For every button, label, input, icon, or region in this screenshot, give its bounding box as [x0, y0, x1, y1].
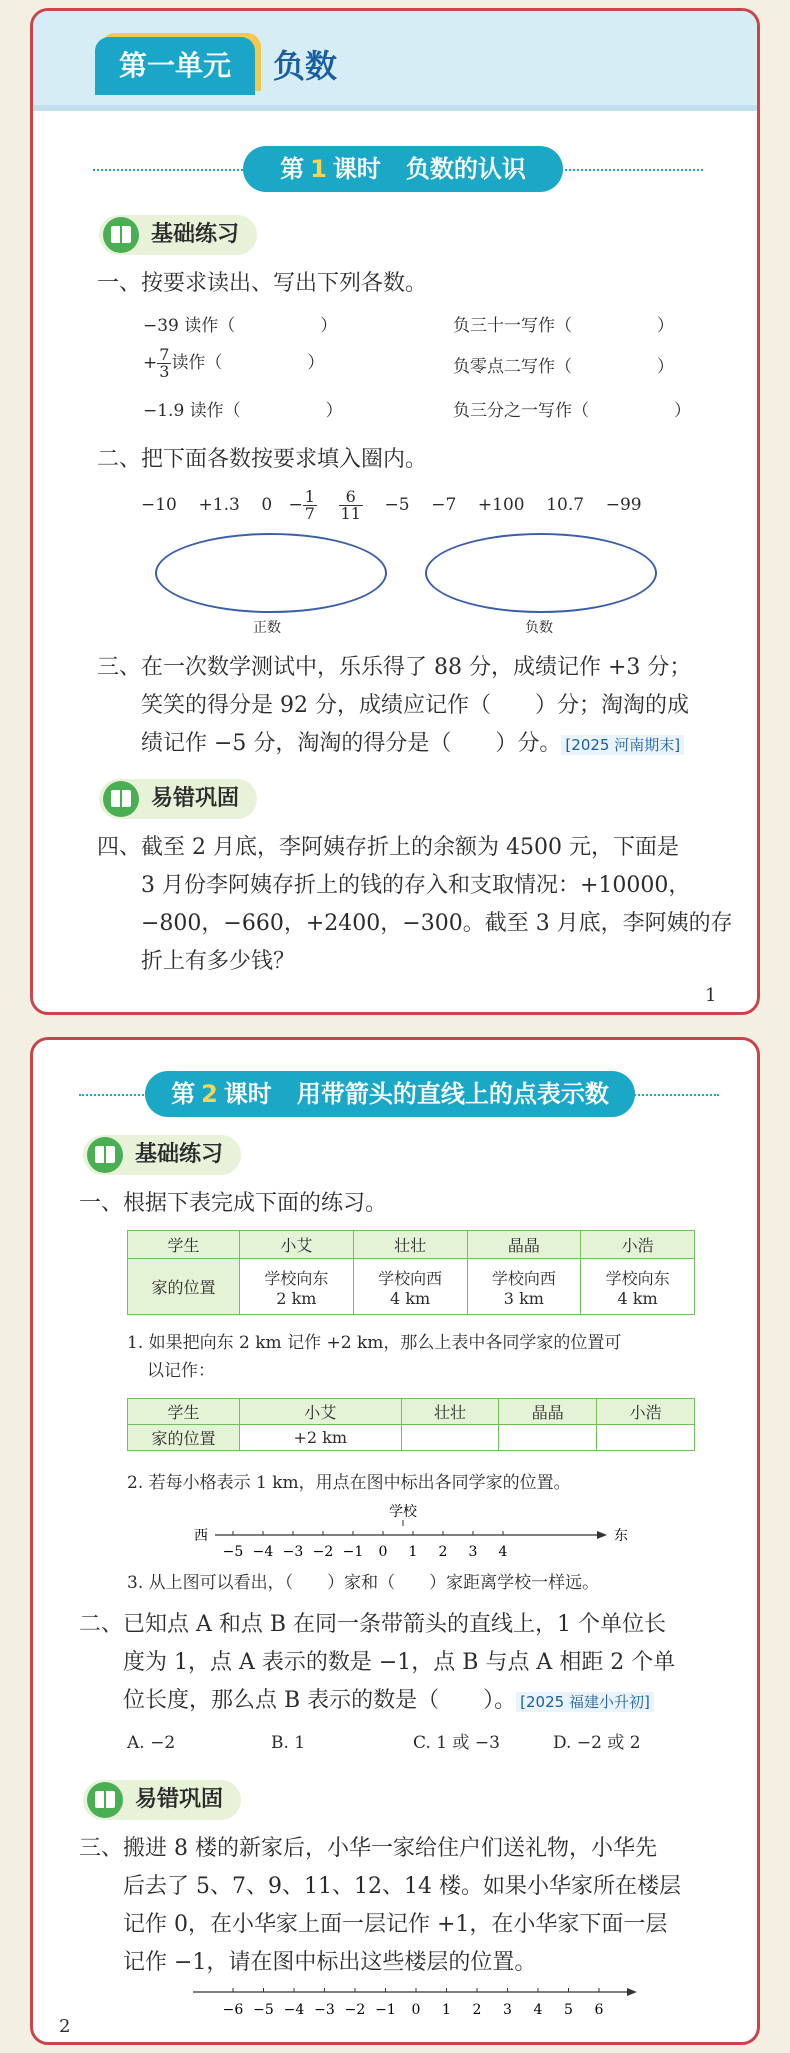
page-1 — [30, 8, 760, 1015]
sub2: 2. 若每小格表示 1 km，用点在图中标出各同学家的位置。 — [127, 1473, 571, 1493]
sub3: 3. 从上图可以看出，（ ）家和（ ）家距离学校一样远。 — [127, 1573, 600, 1593]
axis-tick-label: 2 — [438, 1544, 448, 1560]
sub1-line: 以记作： — [147, 1361, 215, 1381]
axis-tick-label: −5 — [253, 2002, 274, 2018]
p2-q3-line: 三、搬进 8 楼的新家后，小华一家给住户们送礼物，小华先 — [79, 1836, 657, 1861]
axis-tick-label: −3 — [282, 1544, 304, 1560]
positive-label: 正数 — [253, 620, 281, 636]
table-header: 壮壮 — [353, 1231, 467, 1259]
table-header: 学生 — [128, 1231, 240, 1259]
section-error-2: 易错巩固 — [83, 1780, 241, 1820]
q1-item: 负三十一写作（ ） — [453, 316, 674, 336]
axis-tick-label: −6 — [222, 2002, 244, 2018]
answer-cell[interactable] — [597, 1425, 695, 1451]
p2-q2-line: 二、已知点 A 和点 B 在同一条带箭头的直线上，1 个单位长 — [79, 1612, 667, 1637]
q3-line: 绩记作 −5 分，淘淘的得分是（ ）分。 [2025 河南期末] — [141, 725, 684, 764]
axis-arrow — [597, 1531, 607, 1539]
table-header: 小浩 — [581, 1231, 695, 1259]
axis-school-label: 学校 — [389, 1504, 417, 1520]
q3-line: 笑笑的得分是 92 分，成绩应记作（ ）分；淘淘的成 — [141, 693, 689, 718]
lesson-title-1: 第 1 课时 负数的认识 — [243, 146, 563, 192]
table-row-label: 家的位置 — [128, 1425, 240, 1451]
answer-cell[interactable] — [401, 1425, 499, 1451]
q1-item: 负零点二写作（ ） — [453, 357, 674, 377]
table-header: 晶晶 — [499, 1399, 597, 1425]
p2-q2-line: 度为 1，点 A 表示的数是 −1，点 B 与点 A 相距 2 个单 — [123, 1650, 676, 1675]
axis-tick-label: −4 — [252, 1544, 274, 1560]
q4-line: 折上有多少钱？ — [141, 949, 296, 974]
q4-line: −800，−660，+2400，−300。截至 3 月底，李阿姨的存 — [141, 911, 733, 936]
axis-tick-label: −1 — [375, 2002, 396, 2018]
book-icon — [87, 1782, 123, 1818]
option-d[interactable]: D. −2 或 2 — [553, 1733, 641, 1753]
source-tag: [2025 河南期末] — [561, 735, 684, 755]
axis-tick-label: −4 — [283, 2002, 305, 2018]
table-cell: 学校向西 3 km — [467, 1259, 581, 1315]
answer-cell[interactable] — [499, 1425, 597, 1451]
axis-west-label: 西 — [194, 1528, 208, 1544]
axis-arrow — [627, 1988, 637, 1996]
axis-tick-label: 3 — [468, 1544, 478, 1560]
page-number: 2 — [59, 2016, 71, 2037]
table-header: 小艾 — [240, 1231, 354, 1259]
p2-q3-line: 后去了 5、7、9、11、12、14 楼。如果小华家所在楼层 — [123, 1874, 681, 1899]
axis-tick-label: 5 — [564, 2002, 573, 2018]
option-a[interactable]: A. −2 — [127, 1733, 176, 1753]
table-cell: 学校向西 4 km — [353, 1259, 467, 1315]
table-header: 壮壮 — [401, 1399, 499, 1425]
axis-tick-label: 6 — [594, 2002, 604, 2018]
record-table — [127, 1398, 695, 1451]
q1-item: −1.9 读作（ ） — [143, 401, 343, 421]
lesson-title-2: 第 2 课时 用带箭头的直线上的点表示数 — [145, 1071, 635, 1117]
axis-tick-label: −3 — [314, 2002, 335, 2018]
table-row-label: 家的位置 — [128, 1259, 240, 1315]
q1-item-fraction: + $\frac{7}{3}$ 读作（ ） — [143, 345, 325, 381]
school-number-line[interactable] — [193, 1502, 633, 1566]
floor-number-line[interactable] — [173, 1976, 643, 2022]
positive-oval[interactable] — [155, 533, 387, 613]
page-2 — [30, 1037, 760, 2045]
sub1-line: 1. 如果把向东 2 km 记作 +2 km，那么上表中各同学家的位置可 — [127, 1333, 622, 1353]
book-icon — [103, 217, 139, 253]
section-error-1: 易错巩固 — [99, 779, 257, 819]
p2-q1-stem: 一、根据下表完成下面的练习。 — [79, 1191, 388, 1216]
book-icon — [87, 1137, 123, 1173]
axis-tick-label: 1 — [408, 1544, 418, 1560]
axis-tick-label: −2 — [344, 2002, 366, 2018]
unit-title: 负数 — [273, 47, 338, 85]
source-tag: [2025 福建小升初] — [516, 1692, 654, 1712]
unit-label: 第一单元 — [95, 37, 255, 95]
axis-tick-label: 3 — [503, 2002, 512, 2018]
table-cell: 学校向东 4 km — [581, 1259, 695, 1315]
axis-east-label: 东 — [614, 1528, 628, 1544]
negative-label: 负数 — [525, 620, 553, 636]
q1-item: 负三分之一写作（ ） — [453, 401, 691, 421]
table-cell: 学校向东 2 km — [240, 1259, 354, 1315]
q2-stem: 二、把下面各数按要求填入圈内。 — [97, 447, 428, 472]
q3-line: 三、在一次数学测试中，乐乐得了 88 分，成绩记作 +3 分； — [97, 655, 692, 680]
section-basic-2: 基础练习 — [83, 1135, 241, 1175]
axis-tick-label: 4 — [533, 2002, 543, 2018]
q1-item: −39 读作（ ） — [143, 316, 338, 336]
book-icon — [103, 781, 139, 817]
option-c[interactable]: C. 1 或 −3 — [413, 1733, 500, 1753]
p2-q3-line: 记作 −1，请在图中标出这些楼层的位置。 — [123, 1950, 537, 1975]
axis-tick-label: 2 — [472, 2002, 482, 2018]
axis-tick-label: 0 — [378, 1544, 388, 1560]
option-b[interactable]: B. 1 — [271, 1733, 306, 1753]
axis-tick-label: 4 — [498, 1544, 508, 1560]
q2-numbers: −10 +1.3 0 − $\frac{1}{7}$ $\frac{6}{11}$ −5 −7 +100 10.7 −99 — [141, 487, 642, 523]
axis-tick-label: 1 — [442, 2002, 451, 2018]
q4-line: 3 月份李阿姨存折上的钱的存入和支取情况：+10000， — [141, 873, 691, 898]
table-header: 小艾 — [240, 1399, 402, 1425]
page-number: 1 — [705, 985, 717, 1006]
q1-stem: 一、按要求读出、写出下列各数。 — [97, 271, 428, 296]
axis-tick-label: −2 — [312, 1544, 334, 1560]
p2-q3-line: 记作 0，在小华家上面一层记作 +1，在小华家下面一层 — [123, 1912, 668, 1937]
negative-oval[interactable] — [425, 533, 657, 613]
section-basic-1: 基础练习 — [99, 215, 257, 255]
location-table — [127, 1230, 695, 1315]
axis-tick-label: −1 — [342, 1544, 364, 1560]
q4-line: 四、截至 2 月底，李阿姨存折上的余额为 4500 元，下面是 — [97, 835, 679, 860]
p2-q2-line: 位长度，那么点 B 表示的数是（ ）。 [2025 福建小升初] — [123, 1682, 654, 1721]
table-header: 晶晶 — [467, 1231, 581, 1259]
axis-tick-label: −5 — [222, 1544, 244, 1560]
axis-tick-label: 0 — [411, 2002, 421, 2018]
table-header: 小浩 — [597, 1399, 695, 1425]
table-header: 学生 — [128, 1399, 240, 1425]
table-cell: +2 km — [240, 1425, 402, 1451]
